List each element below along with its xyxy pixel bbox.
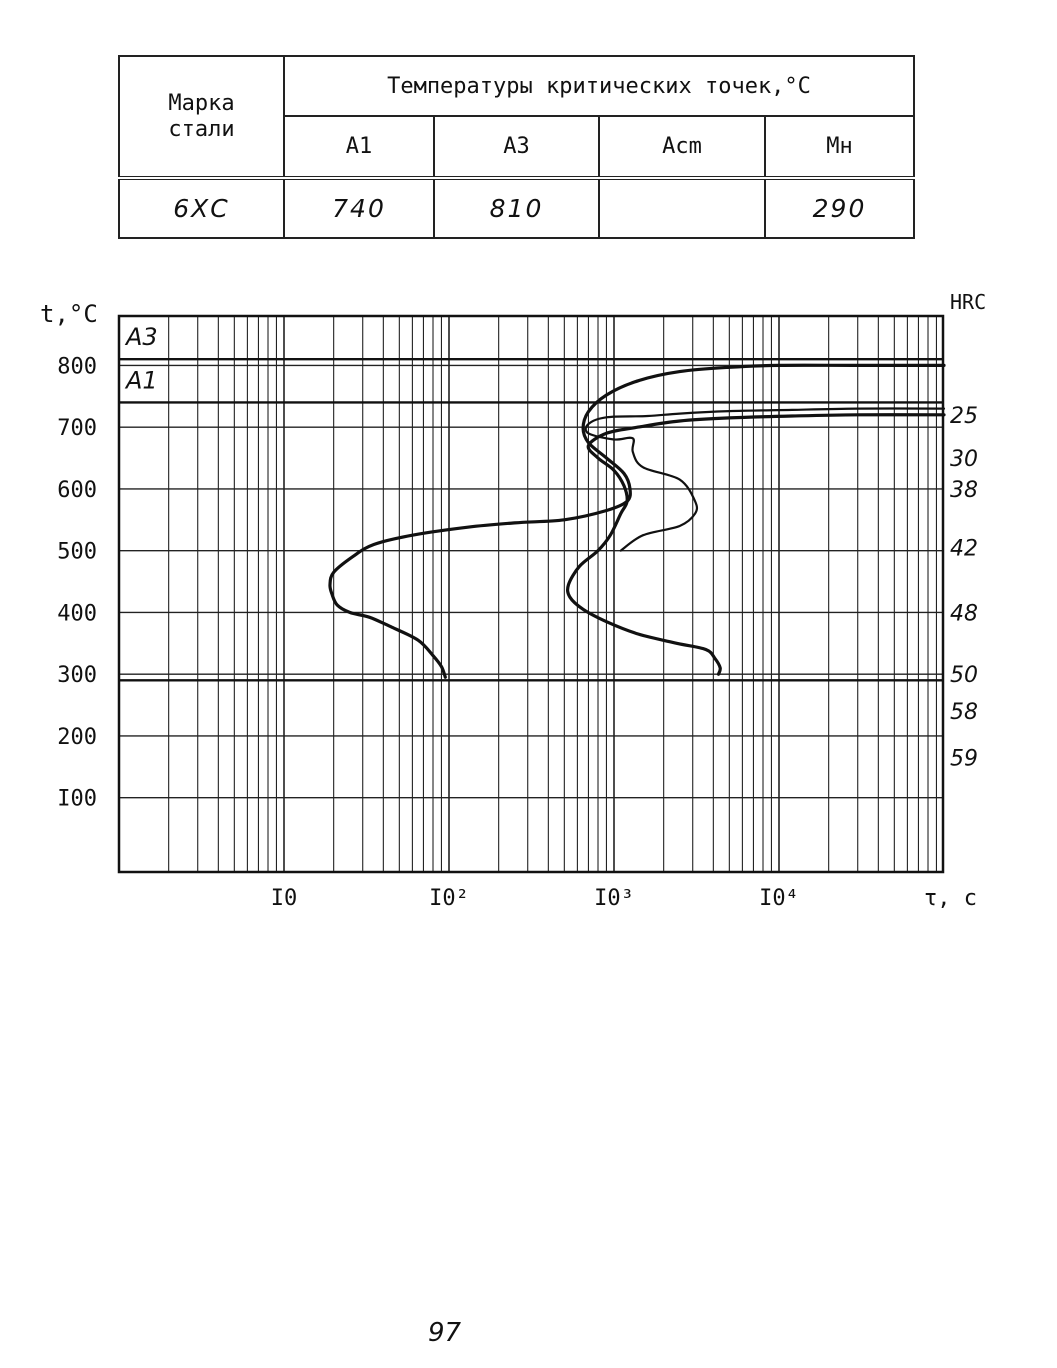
hardness-label: 59	[950, 746, 978, 772]
grid	[119, 316, 943, 872]
hardness-label: 58	[950, 700, 978, 726]
hardness-label: 42	[950, 536, 978, 562]
col-header-a1: A1	[284, 116, 434, 178]
hardness-label: 38	[950, 477, 978, 503]
y-tick-label: 400	[57, 601, 97, 627]
hardness-label: 48	[950, 601, 978, 627]
y-tick-label: I00	[57, 786, 97, 812]
curves	[330, 365, 944, 677]
transformation-curve	[568, 415, 944, 674]
group-header: Температуры критических точек,°C	[387, 73, 811, 99]
x-axis-label: τ, c	[924, 886, 977, 911]
labels	[57, 323, 978, 911]
y-tick-label: 200	[57, 724, 97, 750]
x-tick-label: I0³	[594, 886, 634, 911]
transformation-curve	[586, 409, 944, 551]
y-tick-label: 800	[57, 354, 97, 380]
x-tick-label: I0	[270, 886, 298, 911]
value-a3: 810	[434, 178, 599, 238]
x-tick-label: I0²	[429, 886, 469, 911]
reference-line-label: A1	[126, 366, 158, 395]
hardness-label: 50	[950, 663, 978, 689]
transformation-curve	[330, 365, 944, 677]
row-header: Марка стали	[168, 91, 235, 142]
x-tick-label: I0⁴	[759, 886, 799, 911]
y-tick-label: 700	[57, 416, 97, 442]
col-header-acm: Acm	[599, 116, 765, 178]
y-tick-label: 300	[57, 663, 97, 689]
plot-frame	[119, 316, 943, 872]
right-axis-label: HRC	[950, 290, 987, 314]
steel-grade: 6ХС	[119, 178, 284, 238]
page-number: 97	[428, 1318, 462, 1348]
y-tick-label: 500	[57, 539, 97, 565]
col-header-a3: A3	[434, 116, 599, 178]
y-tick-label: 600	[57, 477, 97, 503]
hardness-label: 30	[950, 447, 978, 473]
value-mn: 290	[765, 178, 914, 238]
reference-lines	[119, 359, 943, 680]
y-axis-label: t,°C	[40, 300, 98, 328]
value-a1: 740	[284, 178, 434, 238]
col-header-mn: Mн	[765, 116, 914, 178]
reference-line-label: A3	[126, 323, 158, 352]
hardness-label: 25	[950, 403, 978, 429]
